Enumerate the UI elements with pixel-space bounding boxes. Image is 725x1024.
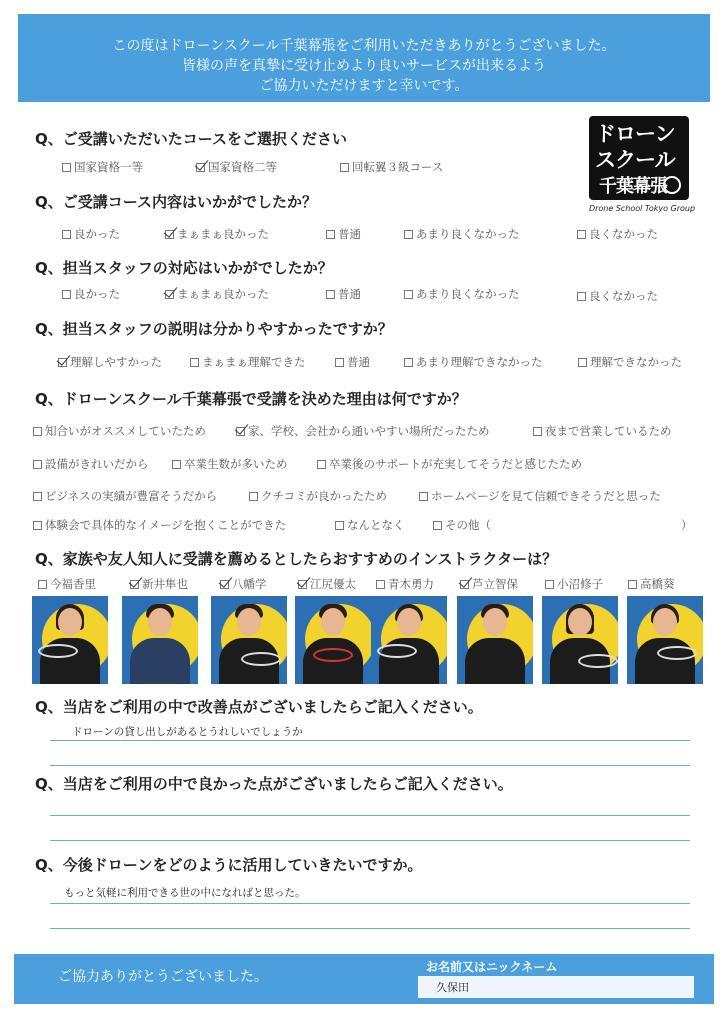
checkbox[interactable]	[335, 521, 344, 530]
checkbox[interactable]	[419, 492, 428, 501]
option-reason-6[interactable]: 卒業後のサポートが充実してそうだと感じたため	[317, 456, 582, 472]
name-value: 久保田	[436, 981, 469, 994]
checkbox-checked[interactable]	[220, 580, 229, 589]
checkbox[interactable]	[33, 521, 42, 530]
footer-thanks: ご協力ありがとうございました。	[58, 969, 268, 985]
checkbox[interactable]	[340, 163, 349, 172]
logo-line-2: スクール	[595, 148, 675, 172]
school-logo	[583, 116, 701, 220]
checkbox[interactable]	[62, 163, 71, 172]
option-reason-5[interactable]: 卒業生数が多いため	[172, 456, 288, 472]
answer-line	[50, 903, 690, 904]
checkbox[interactable]	[172, 460, 181, 469]
option-content-5[interactable]: 良くなかった	[577, 226, 658, 242]
instructor-photo-8	[627, 596, 703, 684]
option-course-1[interactable]: 国家資格一等	[62, 159, 143, 175]
option-staff-4[interactable]: あまり良くなかった	[404, 286, 520, 302]
option-explain-3[interactable]: 普通	[335, 354, 370, 370]
checkbox[interactable]	[326, 290, 335, 299]
checkbox-checked[interactable]	[165, 290, 174, 299]
instructor-photo-7	[542, 596, 618, 684]
option-content-3[interactable]: 普通	[326, 226, 361, 242]
instructor-photo-1	[32, 596, 108, 684]
checkbox[interactable]	[577, 230, 586, 239]
instructor-photo-2	[122, 596, 198, 684]
option-content-2[interactable]: まぁまぁ良かった	[165, 226, 269, 242]
header-line-1: この度はドローンスクール千葉幕張をご利用いただきありがとうございました。	[112, 38, 616, 54]
option-reason-other[interactable]: その他（	[433, 517, 491, 533]
checkbox[interactable]	[33, 460, 42, 469]
header-line-3: ご協力いただけますと幸いです。	[259, 78, 469, 94]
option-reason-9[interactable]: ホームページを見て信頼できそうだと思った	[419, 488, 661, 504]
answer-line	[50, 740, 690, 741]
option-instructor-4[interactable]: 江尻優太	[298, 576, 356, 592]
logo-subtitle: Drone School Tokyo Group	[588, 204, 696, 213]
checkbox[interactable]	[62, 290, 71, 299]
option-reason-11[interactable]: なんとなく	[335, 517, 405, 533]
option-instructor-6[interactable]: 芦立智保	[460, 576, 518, 592]
checkbox-checked[interactable]	[236, 427, 245, 436]
checkbox[interactable]	[33, 427, 42, 436]
option-explain-4[interactable]: あまり理解できなかった	[404, 354, 543, 370]
checkbox[interactable]	[335, 358, 344, 367]
option-staff-3[interactable]: 普通	[326, 286, 361, 302]
option-instructor-5[interactable]: 青木勇力	[376, 576, 434, 592]
instructor-photo-3	[211, 596, 287, 684]
option-content-1[interactable]: 良かった	[62, 226, 120, 242]
checkbox[interactable]	[376, 580, 385, 589]
checkbox[interactable]	[404, 290, 413, 299]
checkbox[interactable]	[433, 521, 442, 530]
question-staff-response: Q、担当スタッフの対応はいかがでしたか？	[35, 259, 333, 277]
logo-line-1: ドローン	[595, 122, 675, 146]
question-good-points: Q、当店をご利用の中で良かった点がございましたらご記入ください。	[35, 775, 513, 793]
checkbox-checked[interactable]	[298, 580, 307, 589]
checkbox[interactable]	[628, 580, 637, 589]
checkbox[interactable]	[404, 230, 413, 239]
option-instructor-8[interactable]: 高橋葵	[628, 576, 675, 592]
logo-line-3: 千葉幕張	[599, 176, 667, 197]
answer-line	[50, 765, 690, 766]
checkbox[interactable]	[249, 492, 258, 501]
option-course-2[interactable]: 国家資格二等	[196, 159, 277, 175]
option-instructor-2[interactable]: 新井隼也	[130, 576, 188, 592]
option-reason-2[interactable]: 家、学校、会社から通いやすい場所だったため	[236, 423, 490, 439]
answer-line	[50, 840, 690, 841]
option-staff-5[interactable]: 良くなかった	[577, 288, 658, 304]
option-reason-1[interactable]: 知合いがオススメしていたため	[33, 423, 206, 439]
checkbox[interactable]	[190, 358, 199, 367]
option-staff-2[interactable]: まぁまぁ良かった	[165, 286, 269, 302]
name-label: お名前又はニックネーム	[426, 960, 558, 974]
option-reason-7[interactable]: ビジネスの実績が豊富そうだから	[33, 488, 217, 504]
checkbox[interactable]	[545, 580, 554, 589]
question-instructor: Q、家族や友人知人に受講を薦めるとしたらおすすめのインストラクターは？	[35, 550, 558, 568]
option-explain-2[interactable]: まぁまぁ理解できた	[190, 354, 306, 370]
option-explain-5[interactable]: 理解できなかった	[578, 354, 682, 370]
option-explain-1[interactable]: 理解しやすかった	[58, 354, 162, 370]
option-content-4[interactable]: あまり良くなかった	[404, 226, 520, 242]
option-reason-other-close: ）	[681, 518, 693, 532]
checkbox[interactable]	[404, 358, 413, 367]
checkbox[interactable]	[38, 580, 47, 589]
option-staff-1[interactable]: 良かった	[62, 286, 120, 302]
answer-future-use[interactable]: もっと気軽に利用できる世の中になればと思った。	[64, 887, 306, 899]
question-course: Q、ご受講いただいたコースをご選択ください	[35, 130, 348, 148]
option-reason-4[interactable]: 設備がきれいだから	[33, 456, 149, 472]
header-banner	[18, 14, 710, 102]
checkbox-checked[interactable]	[58, 358, 67, 367]
option-instructor-1[interactable]: 今福香里	[38, 576, 96, 592]
instructor-photo-4	[295, 596, 371, 684]
checkbox[interactable]	[578, 358, 587, 367]
instructor-photo-6	[457, 596, 533, 684]
question-staff-explanation: Q、担当スタッフの説明は分かりやすかったですか？	[35, 320, 393, 338]
option-reason-8[interactable]: クチコミが良かったため	[249, 488, 387, 504]
checkbox[interactable]	[577, 292, 586, 301]
question-future-use: Q、今後ドローンをどのように活用していきたいですか。	[35, 856, 423, 874]
instructor-photo-5	[371, 596, 447, 684]
checkbox[interactable]	[317, 460, 326, 469]
question-course-content: Q、ご受講コース内容はいかがでしたか？	[35, 193, 318, 211]
answer-line	[50, 815, 690, 816]
drone-logo-icon	[663, 176, 681, 194]
option-reason-10[interactable]: 体験会で具体的なイメージを抱くことができた	[33, 517, 286, 533]
checkbox[interactable]	[533, 427, 542, 436]
question-reason: Q、ドローンスクール千葉幕張で受講を決めた理由は何ですか？	[35, 390, 467, 408]
checkbox-checked[interactable]	[130, 580, 139, 589]
checkbox[interactable]	[62, 230, 71, 239]
checkbox-checked[interactable]	[165, 230, 174, 239]
option-course-3[interactable]: 回転翼３級コース	[340, 159, 443, 175]
checkbox[interactable]	[326, 230, 335, 239]
checkbox-checked[interactable]	[196, 163, 205, 172]
checkbox-checked[interactable]	[460, 580, 469, 589]
option-reason-3[interactable]: 夜まで営業しているため	[533, 423, 672, 439]
question-improvements: Q、当店をご利用の中で改善点がございましたらご記入ください。	[35, 698, 483, 716]
option-instructor-7[interactable]: 小沼修子	[545, 576, 603, 592]
checkbox[interactable]	[33, 492, 42, 501]
header-line-2: 皆様の声を真摯に受け止めより良いサービスが出来るよう	[182, 58, 546, 74]
option-instructor-3[interactable]: 八幡学	[220, 576, 267, 592]
answer-line	[50, 928, 690, 929]
footer-banner	[14, 954, 714, 1004]
answer-improvements[interactable]: ドローンの貸し出しがあるとうれしいでしょうか	[72, 726, 303, 738]
